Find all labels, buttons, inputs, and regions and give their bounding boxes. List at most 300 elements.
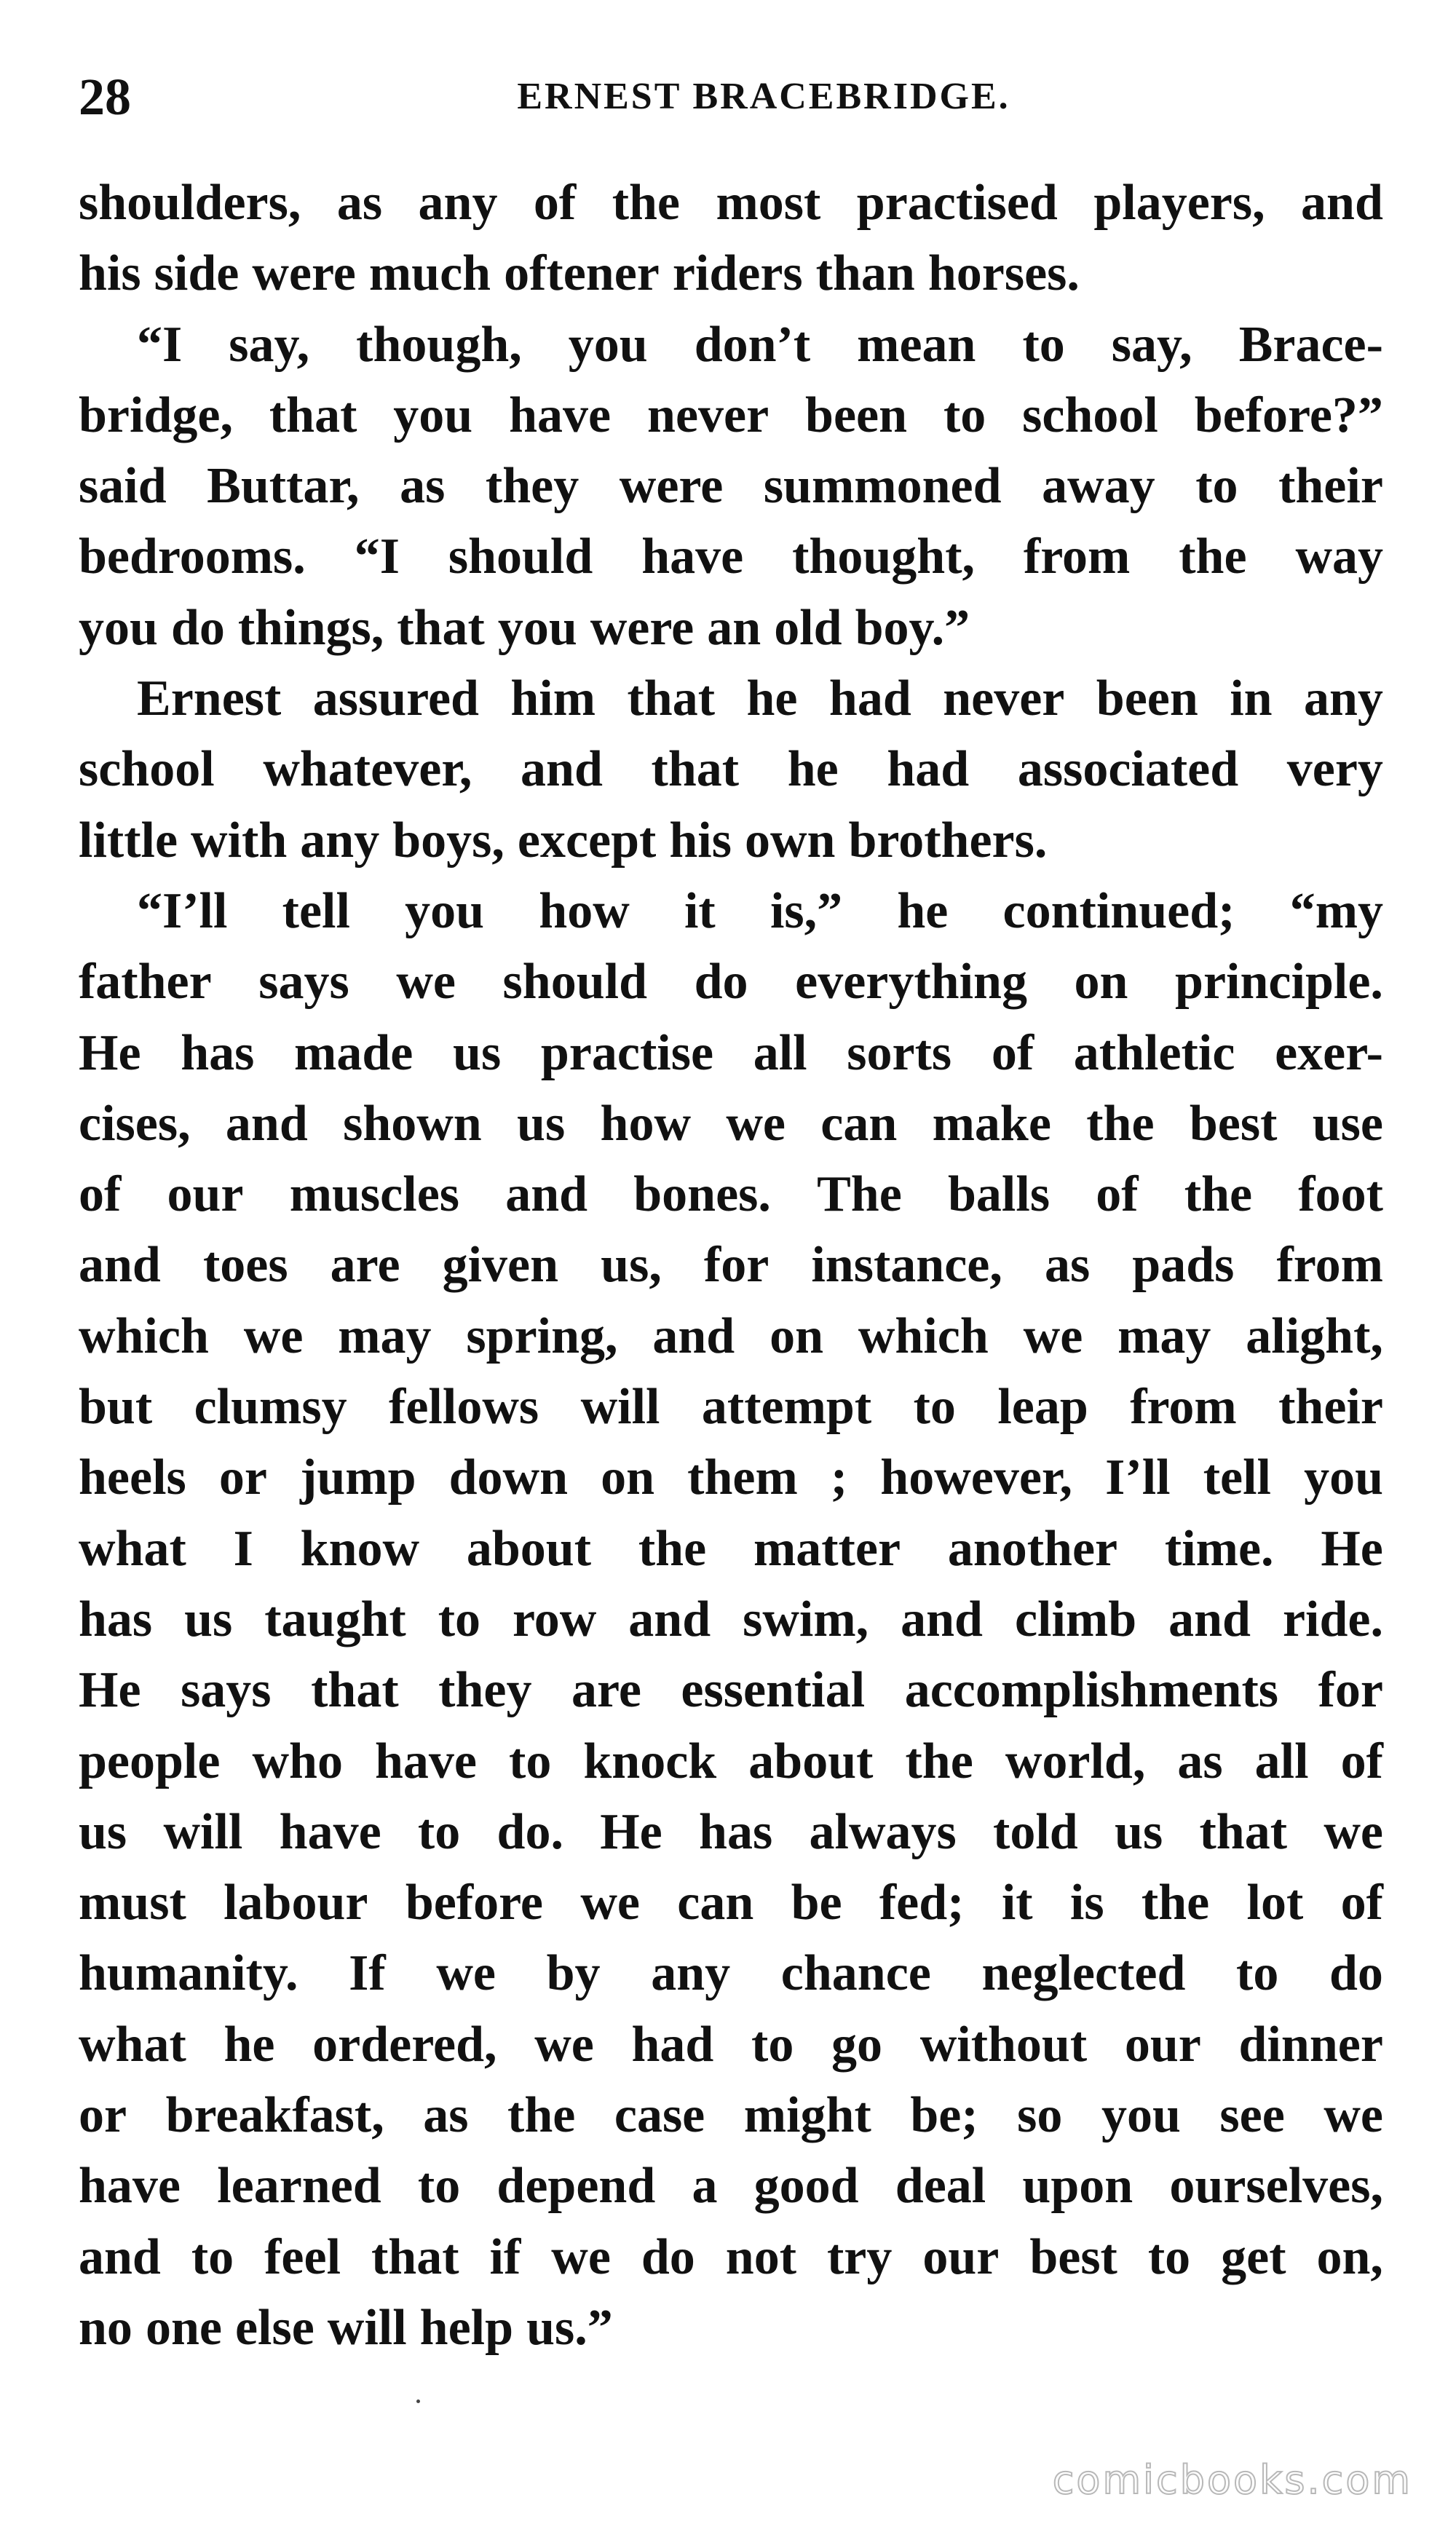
word: says xyxy=(181,1662,272,1719)
word: been xyxy=(1096,670,1198,727)
word: Ernest xyxy=(137,670,282,727)
word: and xyxy=(1301,175,1383,231)
text-line xyxy=(79,1088,1383,1159)
word: chance xyxy=(780,1945,931,2002)
text-line xyxy=(79,1584,1383,1655)
word: the xyxy=(1184,1166,1253,1223)
word: to xyxy=(191,2228,234,2285)
word: practised xyxy=(856,175,1058,231)
word: is xyxy=(1069,1875,1104,1931)
word: been xyxy=(805,387,908,443)
word: athletic xyxy=(1073,1024,1235,1081)
word: ; xyxy=(830,1449,848,1506)
word: for xyxy=(1318,1662,1383,1719)
word: and xyxy=(628,1591,711,1647)
word: never xyxy=(647,387,769,443)
word: and xyxy=(521,741,603,798)
word: us xyxy=(517,1095,566,1152)
word: principle. xyxy=(1175,954,1383,1010)
text-line xyxy=(79,380,1383,451)
word: to xyxy=(751,2016,794,2073)
word: us xyxy=(184,1591,233,1647)
running-head: ERNEST BRACEBRIDGE. xyxy=(517,76,1010,117)
word: neglected xyxy=(981,1945,1186,2002)
word: us, xyxy=(601,1237,662,1294)
word: ordered, xyxy=(312,2016,497,2073)
word: make xyxy=(932,1095,1051,1152)
word: school xyxy=(1022,387,1158,443)
word: a xyxy=(692,2158,718,2215)
word: that xyxy=(397,599,485,656)
word: He xyxy=(79,1662,141,1719)
word: told xyxy=(993,1803,1078,1860)
word: time. xyxy=(1164,1520,1274,1577)
word: swim, xyxy=(743,1591,869,1647)
word: I xyxy=(233,1520,253,1577)
text-line xyxy=(79,238,1383,309)
word: which xyxy=(79,1307,209,1364)
word: summoned xyxy=(763,458,1002,515)
word: The xyxy=(817,1166,902,1223)
word: the xyxy=(905,1733,973,1789)
body-text xyxy=(79,167,1383,2363)
word: say, xyxy=(1111,316,1192,373)
word: attempt xyxy=(701,1379,872,1436)
word: and xyxy=(1168,1591,1251,1647)
word: feel xyxy=(264,2228,341,2285)
word: side xyxy=(154,245,240,302)
word: “I’ll xyxy=(137,882,228,939)
word: you xyxy=(79,599,158,656)
word: before xyxy=(405,1875,543,1931)
word: get xyxy=(1221,2228,1286,2285)
word: learned xyxy=(217,2158,381,2215)
word: case xyxy=(614,2087,705,2144)
word: essential xyxy=(681,1662,866,1719)
text-line xyxy=(79,1867,1383,1938)
word: but xyxy=(79,1379,153,1436)
word: can xyxy=(820,1095,898,1152)
word: to xyxy=(417,1803,461,1860)
word: or xyxy=(79,2087,127,2144)
word: tell xyxy=(282,882,350,939)
word: mean xyxy=(857,316,976,373)
word: should xyxy=(448,529,593,585)
word: another xyxy=(947,1520,1118,1577)
word: breakfast, xyxy=(165,2087,384,2144)
word: that xyxy=(651,741,740,798)
word: accomplishments xyxy=(904,1662,1279,1719)
word: go xyxy=(831,2016,883,2073)
word: had xyxy=(631,2016,714,2073)
word: and xyxy=(79,2228,161,2285)
word: good xyxy=(753,2158,859,2215)
word: we xyxy=(580,1875,640,1931)
word: own xyxy=(744,812,836,869)
word: their xyxy=(1278,1379,1383,1436)
word: riders xyxy=(672,245,803,302)
word: that xyxy=(371,2228,459,2285)
text-line xyxy=(79,521,1383,592)
word: that xyxy=(311,1662,399,1719)
word: were xyxy=(252,245,356,302)
word: you xyxy=(568,316,648,373)
word: foot xyxy=(1298,1166,1383,1223)
word: clumsy xyxy=(194,1379,347,1436)
word: bridge, xyxy=(79,387,233,443)
word: him xyxy=(510,670,596,727)
page-number: 28 xyxy=(79,68,131,126)
word: father xyxy=(79,954,212,1010)
word: and xyxy=(79,1237,161,1294)
word: Buttar, xyxy=(207,458,360,515)
word: He xyxy=(600,1803,662,1860)
word: as xyxy=(400,458,446,515)
word: fellows xyxy=(389,1379,539,1436)
word: who xyxy=(252,1733,343,1789)
word: of xyxy=(79,1166,122,1223)
word: say, xyxy=(229,316,310,373)
word: we xyxy=(551,2228,611,2285)
word: for xyxy=(703,1237,769,1294)
word: upon xyxy=(1022,2158,1133,2215)
word: players, xyxy=(1093,175,1265,231)
word: we xyxy=(1023,1307,1083,1364)
word: alight, xyxy=(1246,1307,1383,1364)
word: have xyxy=(375,1733,477,1789)
text-line xyxy=(79,2080,1383,2151)
word: our xyxy=(167,1166,244,1223)
word: made xyxy=(294,1024,414,1081)
page-header xyxy=(79,57,1383,137)
word: world, xyxy=(1005,1733,1146,1789)
word: you xyxy=(405,882,485,939)
word: do xyxy=(641,2228,695,2285)
word: as xyxy=(1177,1733,1223,1789)
word: in xyxy=(1230,670,1273,727)
word: says xyxy=(258,954,349,1010)
word: and xyxy=(505,1166,588,1223)
word: no xyxy=(79,2299,132,2356)
word: the xyxy=(612,175,680,231)
word: we xyxy=(243,1307,304,1364)
word: we xyxy=(534,2016,594,2073)
word: has xyxy=(181,1024,255,1081)
word: always xyxy=(809,1803,957,1860)
word: have xyxy=(509,387,612,443)
word: exer- xyxy=(1275,1024,1383,1081)
word: balls xyxy=(948,1166,1051,1223)
word: jump xyxy=(300,1449,416,1506)
word: muscles xyxy=(289,1166,459,1223)
word: had xyxy=(887,741,970,798)
word: down xyxy=(448,1449,569,1506)
word: don’t xyxy=(694,316,811,373)
word: He xyxy=(79,1024,141,1081)
text-line xyxy=(79,593,1383,663)
word: brothers. xyxy=(848,812,1048,869)
word: as xyxy=(336,175,383,231)
word: you xyxy=(497,599,577,656)
word: from xyxy=(1023,529,1131,585)
word: us.” xyxy=(526,2299,613,2356)
word: little xyxy=(79,812,178,869)
word: except xyxy=(517,812,657,869)
word: climb xyxy=(1014,1591,1137,1647)
word: we xyxy=(1324,2087,1383,2144)
word: can xyxy=(677,1875,754,1931)
word: us xyxy=(453,1024,502,1081)
word: toes xyxy=(202,1237,288,1294)
word: though, xyxy=(356,316,522,373)
word: deal xyxy=(895,2158,986,2215)
word: with xyxy=(191,812,288,869)
word: pads xyxy=(1132,1237,1235,1294)
word: our xyxy=(1124,2016,1201,2073)
word: school xyxy=(79,741,215,798)
word: to xyxy=(509,1733,552,1789)
word: as xyxy=(423,2087,469,2144)
word: us xyxy=(1115,1803,1163,1860)
word: taught xyxy=(264,1591,406,1647)
word: than xyxy=(815,245,915,302)
word: I’ll xyxy=(1105,1449,1171,1506)
word: about xyxy=(466,1520,592,1577)
word: which xyxy=(858,1307,989,1364)
word: Brace- xyxy=(1238,316,1383,373)
word: before?” xyxy=(1194,387,1383,443)
text-line xyxy=(79,1159,1383,1230)
word: boy.” xyxy=(855,599,970,656)
word: way xyxy=(1295,529,1383,585)
text-line xyxy=(79,1018,1383,1088)
word: “I xyxy=(137,316,183,373)
word: sorts xyxy=(847,1024,952,1081)
word: we xyxy=(1324,1803,1383,1860)
word: else xyxy=(234,2299,314,2356)
word: everything xyxy=(795,954,1027,1010)
word: boys, xyxy=(392,812,505,869)
word: of xyxy=(533,175,577,231)
word: the xyxy=(1141,1875,1210,1931)
word: continued; xyxy=(1002,882,1235,939)
word: he xyxy=(787,741,839,798)
word: best xyxy=(1029,2228,1117,2285)
word: instance, xyxy=(811,1237,1002,1294)
word: all xyxy=(753,1024,807,1081)
word: if xyxy=(489,2228,521,2285)
word: matter xyxy=(753,1520,901,1577)
word: people xyxy=(79,1733,221,1789)
word: it xyxy=(684,882,716,939)
word: us xyxy=(79,1803,127,1860)
word: oftener xyxy=(504,245,660,302)
word: to xyxy=(1236,1945,1279,2002)
word: If xyxy=(349,1945,386,2002)
word: “I xyxy=(354,529,400,585)
word: might xyxy=(743,2087,871,2144)
word: not xyxy=(725,2228,797,2285)
word: and xyxy=(901,1591,983,1647)
word: any xyxy=(418,175,498,231)
word: has xyxy=(79,1591,153,1647)
word: on xyxy=(769,1307,824,1364)
word: horses. xyxy=(927,245,1080,302)
word: of xyxy=(991,1024,1034,1081)
word: his xyxy=(79,245,141,302)
word: associated xyxy=(1017,741,1239,798)
text-line xyxy=(79,1372,1383,1442)
word: from xyxy=(1130,1379,1237,1436)
word: we xyxy=(436,1945,496,2002)
word: bones. xyxy=(633,1166,771,1223)
word: must xyxy=(79,1875,186,1931)
text-line xyxy=(79,2222,1383,2292)
text-line xyxy=(79,805,1383,876)
word: be; xyxy=(910,2087,978,2144)
word: old xyxy=(774,599,842,656)
word: one xyxy=(145,2299,222,2356)
word: thought, xyxy=(792,529,976,585)
word: any xyxy=(1304,670,1383,727)
word: they xyxy=(438,1662,532,1719)
word: spring, xyxy=(466,1307,618,1364)
text-line xyxy=(79,1301,1383,1372)
word: are xyxy=(571,1662,641,1719)
word: how xyxy=(600,1095,692,1152)
word: and xyxy=(652,1307,735,1364)
word: away xyxy=(1042,458,1155,515)
word: were xyxy=(619,458,724,515)
word: have xyxy=(79,2158,181,2215)
text-line xyxy=(79,1230,1383,1300)
word: to xyxy=(417,2158,461,2215)
word: tell xyxy=(1203,1449,1271,1506)
word: so xyxy=(1017,2087,1063,2144)
word: about xyxy=(748,1733,874,1789)
text-line xyxy=(79,734,1383,804)
word: from xyxy=(1276,1237,1383,1294)
word: will xyxy=(163,1803,243,1860)
word: humanity. xyxy=(79,1945,298,2002)
word: he xyxy=(223,2016,275,2073)
word: on xyxy=(601,1449,655,1506)
word: that xyxy=(1199,1803,1288,1860)
word: however, xyxy=(880,1449,1073,1506)
word: the xyxy=(507,2087,576,2144)
word: his xyxy=(669,812,732,869)
text-line xyxy=(79,1442,1383,1513)
word: he xyxy=(746,670,798,727)
text-line xyxy=(79,876,1383,946)
word: “my xyxy=(1289,882,1383,939)
text-line xyxy=(79,2151,1383,2221)
word: of xyxy=(1096,1166,1139,1223)
word: ride. xyxy=(1282,1591,1383,1647)
text-line xyxy=(79,663,1383,734)
word: the xyxy=(1179,529,1247,585)
word: any xyxy=(300,812,380,869)
word: you xyxy=(1304,1449,1383,1506)
word: never xyxy=(943,670,1065,727)
watermark-logo: comicbooks.com xyxy=(1052,2457,1412,2503)
text-line xyxy=(79,309,1383,380)
word: you xyxy=(1101,2087,1181,2144)
word: they xyxy=(485,458,579,515)
word: best xyxy=(1189,1095,1278,1152)
word: cises, xyxy=(79,1095,191,1152)
word: may xyxy=(1117,1307,1211,1364)
word: had xyxy=(828,670,911,727)
word: may xyxy=(338,1307,432,1364)
text-line xyxy=(79,1655,1383,1725)
word: the xyxy=(638,1520,707,1577)
word: leap xyxy=(997,1379,1088,1436)
word: has xyxy=(699,1803,773,1860)
word: use xyxy=(1312,1095,1383,1152)
word: most xyxy=(716,175,821,231)
word: were xyxy=(590,599,695,656)
word: see xyxy=(1219,2087,1285,2144)
word: that xyxy=(627,670,716,727)
word: are xyxy=(330,1237,400,1294)
print-speck xyxy=(416,2400,420,2403)
word: of xyxy=(1340,1875,1383,1931)
word: to xyxy=(1147,2228,1191,2285)
word: their xyxy=(1278,458,1383,515)
word: shoulders, xyxy=(79,175,301,231)
word: assured xyxy=(312,670,479,727)
word: will xyxy=(580,1379,660,1436)
word: do xyxy=(694,954,748,1010)
word: know xyxy=(300,1520,420,1577)
word: on xyxy=(1074,954,1128,1010)
word: an xyxy=(707,599,761,656)
word: have xyxy=(641,529,744,585)
word: all xyxy=(1254,1733,1309,1789)
word: any xyxy=(651,1945,731,2002)
word: to xyxy=(1022,316,1065,373)
word: it xyxy=(1001,1875,1033,1931)
word: things, xyxy=(237,599,384,656)
word: much xyxy=(368,245,491,302)
text-line xyxy=(79,1938,1383,2009)
word: he xyxy=(897,882,949,939)
word: you xyxy=(393,387,473,443)
word: heels xyxy=(79,1449,186,1506)
word: as xyxy=(1044,1237,1091,1294)
word: should xyxy=(502,954,648,1010)
word: and xyxy=(225,1095,308,1152)
word: to xyxy=(1195,458,1238,515)
word: what xyxy=(79,1520,186,1577)
word: practise xyxy=(540,1024,714,1081)
text-line xyxy=(79,167,1383,238)
word: or xyxy=(218,1449,267,1506)
word: bedrooms. xyxy=(79,529,306,585)
word: dinner xyxy=(1238,2016,1383,2073)
word: do xyxy=(170,599,225,656)
text-line xyxy=(79,451,1383,521)
word: knock xyxy=(583,1733,717,1789)
word: depend xyxy=(496,2158,656,2215)
word: will xyxy=(327,2299,407,2356)
word: to xyxy=(943,387,986,443)
word: whatever, xyxy=(263,741,472,798)
word: try xyxy=(826,2228,893,2285)
word: fed; xyxy=(879,1875,965,1931)
word: our xyxy=(922,2228,1000,2285)
